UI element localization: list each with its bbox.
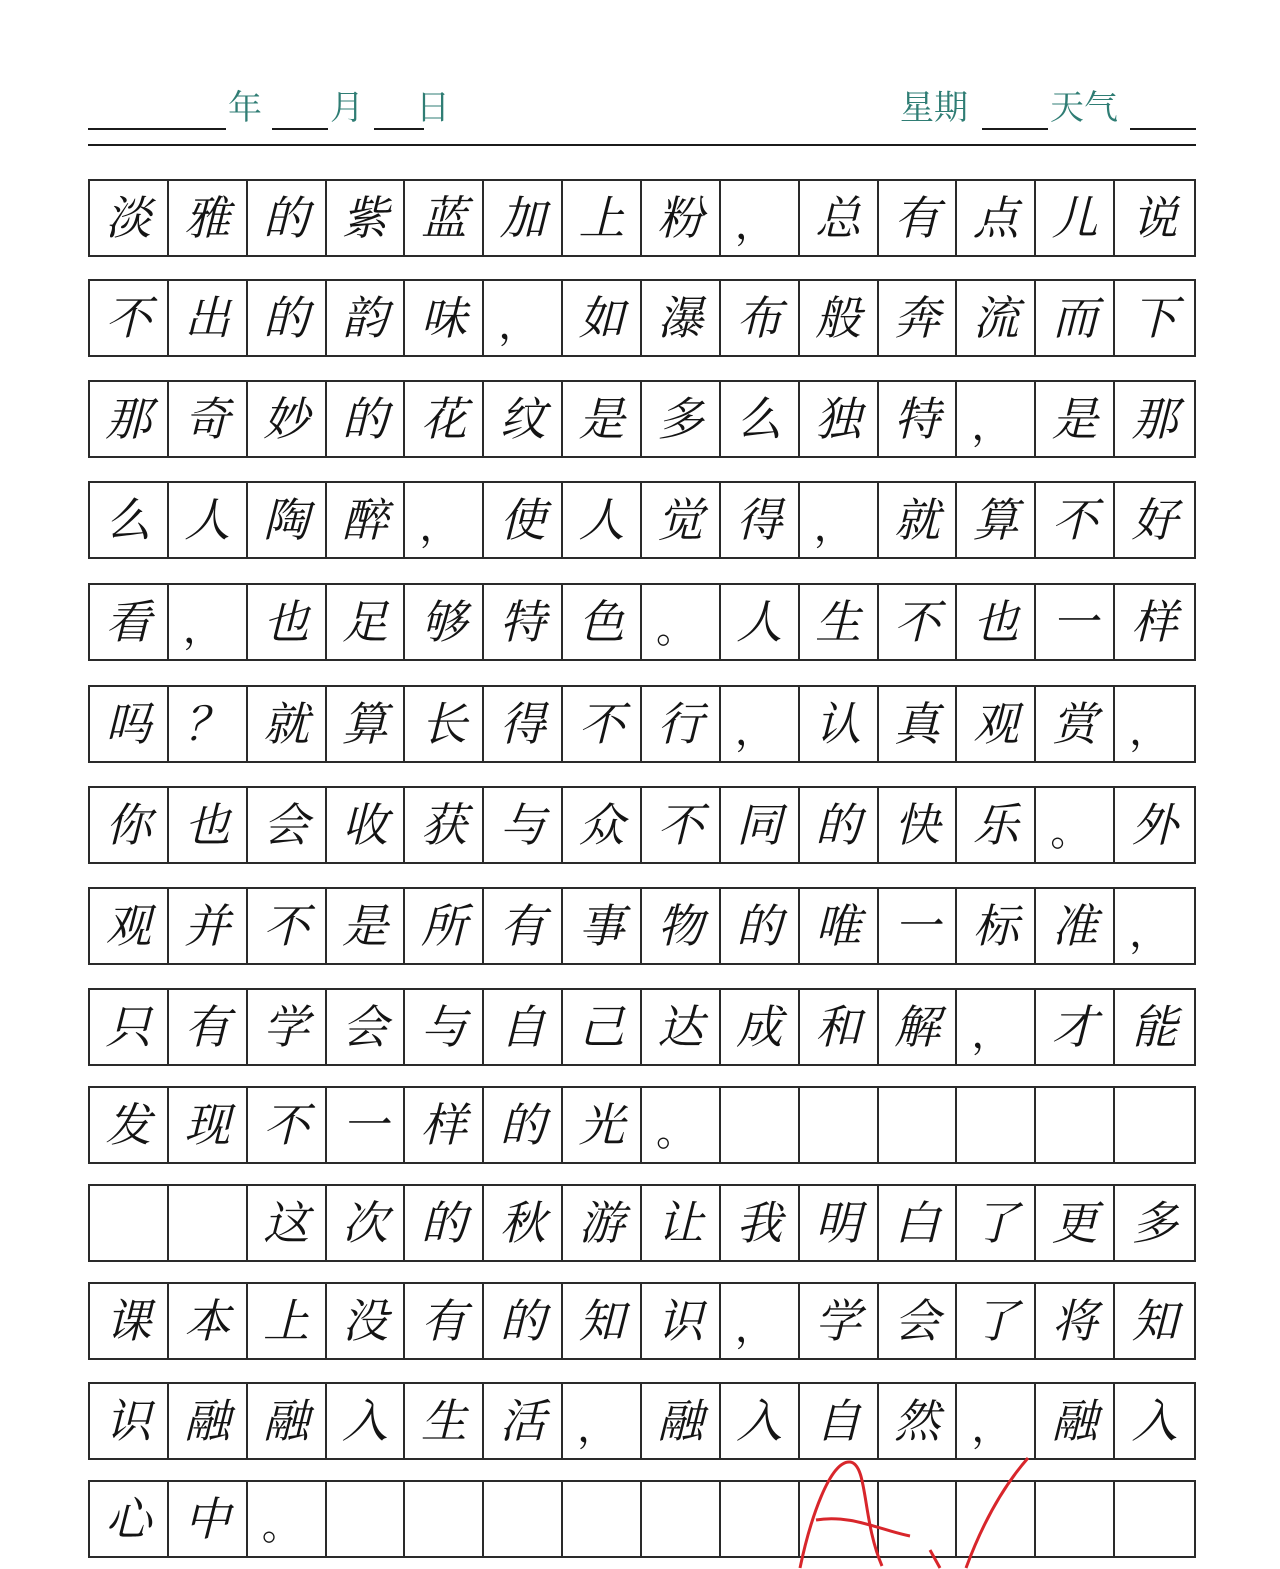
day-blank[interactable]	[374, 128, 424, 130]
grid-cell: 一	[879, 889, 958, 963]
grid-cell: 自	[800, 1384, 879, 1458]
grid-row	[88, 1184, 1196, 1262]
grid-cell: 样	[1131, 595, 1178, 649]
grid-row	[88, 988, 1196, 1066]
grid-cell: 一	[327, 1088, 406, 1162]
grid-cell: 和	[800, 990, 879, 1064]
grid-cell: 特	[484, 585, 563, 659]
grid-cell: ，	[957, 990, 1036, 1064]
grid-cell: ，	[1129, 910, 1170, 956]
grid-cell: 光	[563, 1088, 642, 1162]
grid-cell: 流	[957, 281, 1036, 355]
grid-cell	[721, 1482, 800, 1556]
grid-cell: 算	[327, 687, 406, 761]
grid-cell: ，	[405, 483, 484, 557]
grid-row	[88, 481, 1196, 559]
grid-cell: 与	[405, 990, 484, 1064]
grid-cell: ，	[721, 687, 800, 761]
grid-cell: 使	[484, 483, 563, 557]
day-label: 日	[416, 88, 450, 128]
grid-cell: 生	[800, 585, 879, 659]
grid-cell: 算	[957, 483, 1036, 557]
grid-cell: 这	[248, 1186, 327, 1260]
grid-cell: 生	[405, 1384, 484, 1458]
grid-cell	[800, 1088, 879, 1162]
grid-cell: 奇	[169, 382, 248, 456]
grid-cell: 特	[879, 382, 958, 456]
grid-cell	[1115, 1482, 1194, 1556]
grid-cell: 不	[1036, 483, 1115, 557]
grid-cell: 不	[563, 687, 642, 761]
grid-cell: 本	[169, 1284, 248, 1358]
grid-cell: 。	[1036, 788, 1115, 862]
grid-cell: 儿	[1036, 181, 1115, 255]
grid-cell: 好	[1131, 493, 1178, 547]
grid-cell: 淡	[90, 181, 169, 255]
grid-cell	[721, 1088, 800, 1162]
grid-cell: 不	[248, 889, 327, 963]
grid-cell: 乐	[957, 788, 1036, 862]
grid-cell: 人	[169, 483, 248, 557]
grid-cell: 白	[879, 1186, 958, 1260]
grid-row	[88, 279, 1196, 357]
grid-cell: 识	[642, 1284, 721, 1358]
grid-cell: 如	[563, 281, 642, 355]
grid-cell: 融	[642, 1384, 721, 1458]
grid-cell	[90, 1186, 169, 1260]
grid-row	[88, 583, 1196, 661]
grid-cell: 了	[957, 1186, 1036, 1260]
grid-cell: 多	[642, 382, 721, 456]
grid-cell: 醉	[327, 483, 406, 557]
grid-cell: 你	[90, 788, 169, 862]
grid-cell: 秋	[484, 1186, 563, 1260]
grid-cell: 会	[879, 1284, 958, 1358]
grid-cell: 多	[1131, 1196, 1178, 1250]
grid-cell: ？	[169, 687, 248, 761]
grid-cell: 然	[879, 1384, 958, 1458]
grid-cell: 融	[1036, 1384, 1115, 1458]
grid-cell: 那	[1131, 392, 1178, 446]
grid-cell	[169, 1186, 248, 1260]
grid-cell: ，	[1129, 708, 1170, 754]
grid-cell: 韵	[327, 281, 406, 355]
grid-cell: 纹	[484, 382, 563, 456]
grid-cell: 不	[879, 585, 958, 659]
grid-cell: 快	[879, 788, 958, 862]
grid-cell: 奔	[879, 281, 958, 355]
grid-cell: 瀑	[642, 281, 721, 355]
grid-cell: 独	[800, 382, 879, 456]
grid-cell: 上	[248, 1284, 327, 1358]
grid-cell	[327, 1482, 406, 1556]
grid-cell: 一	[1036, 585, 1115, 659]
grid-cell: 是	[563, 382, 642, 456]
grid-cell: 。	[248, 1482, 327, 1556]
grid-cell: 所	[405, 889, 484, 963]
grid-row	[88, 1382, 1196, 1460]
grid-cell: 识	[90, 1384, 169, 1458]
grid-cell: 上	[563, 181, 642, 255]
grid-row	[88, 1480, 1196, 1558]
grid-cell: 紫	[327, 181, 406, 255]
grid-cell: 让	[642, 1186, 721, 1260]
grid-cell	[879, 1088, 958, 1162]
grid-cell: 也	[248, 585, 327, 659]
grid-cell: 了	[957, 1284, 1036, 1358]
grid-row	[88, 380, 1196, 458]
grid-cell: 总	[800, 181, 879, 255]
grid-cell: 有	[405, 1284, 484, 1358]
grid-cell: 将	[1036, 1284, 1115, 1358]
grid-cell: 。	[642, 585, 721, 659]
grid-cell: 出	[169, 281, 248, 355]
grid-cell: 学	[248, 990, 327, 1064]
grid-cell: ，	[957, 1384, 1036, 1458]
grid-cell: 与	[484, 788, 563, 862]
grid-cell: 自	[484, 990, 563, 1064]
grid-row	[88, 1086, 1196, 1164]
grid-cell: 物	[642, 889, 721, 963]
grid-cell: 足	[327, 585, 406, 659]
grid-cell: 。	[642, 1088, 721, 1162]
grid-cell: 学	[800, 1284, 879, 1358]
grid-cell: 的	[800, 788, 879, 862]
grid-cell: 粉	[642, 181, 721, 255]
grid-cell: 入	[327, 1384, 406, 1458]
grid-cell: 行	[642, 687, 721, 761]
grid-cell	[957, 1088, 1036, 1162]
grid-cell	[1036, 1088, 1115, 1162]
grid-cell: 而	[1036, 281, 1115, 355]
grid-cell: 就	[248, 687, 327, 761]
month-label: 月	[330, 88, 364, 128]
grid-cell: 看	[90, 585, 169, 659]
grid-cell	[1115, 1088, 1194, 1162]
grid-cell: 味	[405, 281, 484, 355]
grid-cell: 不	[90, 281, 169, 355]
grid-cell: 蓝	[405, 181, 484, 255]
grid-cell: 长	[405, 687, 484, 761]
grid-cell: ，	[169, 585, 248, 659]
grid-cell: 下	[1131, 291, 1178, 345]
grid-cell: 知	[1131, 1294, 1178, 1348]
grid-row	[88, 1282, 1196, 1360]
grid-cell: 众	[563, 788, 642, 862]
grid-cell: 只	[90, 990, 169, 1064]
grid-cell: 更	[1036, 1186, 1115, 1260]
grid-cell: 的	[721, 889, 800, 963]
weekday-label: 星期	[900, 88, 968, 128]
grid-cell: 的	[484, 1088, 563, 1162]
grid-cell: 不	[248, 1088, 327, 1162]
year-blank[interactable]	[88, 128, 226, 130]
grid-cell: 知	[563, 1284, 642, 1358]
grid-cell: 标	[957, 889, 1036, 963]
grid-cell: 入	[1131, 1394, 1178, 1448]
grid-cell: 色	[563, 585, 642, 659]
grid-cell	[642, 1482, 721, 1556]
grid-cell: 点	[957, 181, 1036, 255]
grid-cell: 人	[563, 483, 642, 557]
grid-cell: 准	[1036, 889, 1115, 963]
grid-cell: 才	[1036, 990, 1115, 1064]
grid-cell: 有	[484, 889, 563, 963]
month-blank[interactable]	[272, 128, 328, 130]
grid-cell: ，	[721, 181, 800, 255]
grid-cell: 认	[800, 687, 879, 761]
grid-cell: 布	[721, 281, 800, 355]
grid-cell: ，	[563, 1384, 642, 1458]
grid-cell	[1036, 1482, 1115, 1556]
grid-cell: ，	[957, 382, 1036, 456]
grid-cell: 融	[169, 1384, 248, 1458]
grid-cell: 得	[721, 483, 800, 557]
grid-cell: 般	[800, 281, 879, 355]
grid-cell: 解	[879, 990, 958, 1064]
weekday-blank[interactable]	[982, 128, 1048, 130]
grid-cell: 成	[721, 990, 800, 1064]
year-label: 年	[228, 88, 262, 128]
grid-cell: 明	[800, 1186, 879, 1260]
grid-cell: 是	[1036, 382, 1115, 456]
grid-cell: 说	[1131, 191, 1178, 245]
grid-cell: 么	[90, 483, 169, 557]
grid-cell: 同	[721, 788, 800, 862]
grid-cell: 的	[405, 1186, 484, 1260]
grid-cell: 现	[169, 1088, 248, 1162]
grid-cell: 的	[248, 281, 327, 355]
grid-cell	[957, 1482, 1036, 1556]
grid-cell: 能	[1131, 1000, 1178, 1054]
grid-cell: 达	[642, 990, 721, 1064]
grid-cell: 有	[169, 990, 248, 1064]
grid-cell: 融	[248, 1384, 327, 1458]
grid-cell: 雅	[169, 181, 248, 255]
grid-cell: 游	[563, 1186, 642, 1260]
grid-cell: 的	[248, 181, 327, 255]
grid-cell: 课	[90, 1284, 169, 1358]
grid-cell: 会	[248, 788, 327, 862]
grid-cell: 是	[327, 889, 406, 963]
grid-cell: 也	[957, 585, 1036, 659]
grid-cell: 吗	[90, 687, 169, 761]
grid-cell: ，	[721, 1284, 800, 1358]
grid-cell: ，	[484, 281, 563, 355]
grid-cell: 不	[642, 788, 721, 862]
grid-row	[88, 887, 1196, 965]
grid-cell	[800, 1482, 879, 1556]
grid-cell: 外	[1131, 798, 1178, 852]
grid-cell: 有	[879, 181, 958, 255]
grid-row	[88, 179, 1196, 257]
grid-cell: 够	[405, 585, 484, 659]
grid-cell: 妙	[248, 382, 327, 456]
grid-cell: 观	[957, 687, 1036, 761]
weather-blank[interactable]	[1130, 128, 1196, 130]
grid-row	[88, 786, 1196, 864]
header-rule	[88, 144, 1196, 146]
grid-cell: ，	[800, 483, 879, 557]
grid-cell: 花	[405, 382, 484, 456]
grid-cell: 加	[484, 181, 563, 255]
grid-cell: 赏	[1036, 687, 1115, 761]
grid-cell: 会	[327, 990, 406, 1064]
grid-cell: 真	[879, 687, 958, 761]
grid-cell: 观	[90, 889, 169, 963]
grid-cell	[405, 1482, 484, 1556]
grid-cell	[879, 1482, 958, 1556]
grid-cell: 心	[90, 1482, 169, 1556]
grid-cell: 事	[563, 889, 642, 963]
grid-cell: 么	[721, 382, 800, 456]
grid-cell: 收	[327, 788, 406, 862]
grid-cell	[563, 1482, 642, 1556]
grid-cell: 得	[484, 687, 563, 761]
grid-cell: 我	[721, 1186, 800, 1260]
grid-cell: 获	[405, 788, 484, 862]
grid-cell: 样	[405, 1088, 484, 1162]
grid-cell: 也	[169, 788, 248, 862]
grid-cell: 就	[879, 483, 958, 557]
grid-cell: 觉	[642, 483, 721, 557]
grid-cell: 没	[327, 1284, 406, 1358]
grid-cell: 人	[721, 585, 800, 659]
grid-cell: 那	[90, 382, 169, 456]
grid-cell: 中	[169, 1482, 248, 1556]
grid-cell: 并	[169, 889, 248, 963]
grid-cell	[484, 1482, 563, 1556]
diary-header	[88, 82, 1196, 134]
weather-label: 天气	[1050, 88, 1118, 128]
grid-cell: 发	[90, 1088, 169, 1162]
grid-cell: 的	[327, 382, 406, 456]
grid-cell: 陶	[248, 483, 327, 557]
grid-cell: 次	[327, 1186, 406, 1260]
grid-row	[88, 685, 1196, 763]
grid-cell: 活	[484, 1384, 563, 1458]
grid-cell: 入	[721, 1384, 800, 1458]
grid-cell: 唯	[800, 889, 879, 963]
grid-cell: 己	[563, 990, 642, 1064]
grid-cell: 的	[484, 1284, 563, 1358]
